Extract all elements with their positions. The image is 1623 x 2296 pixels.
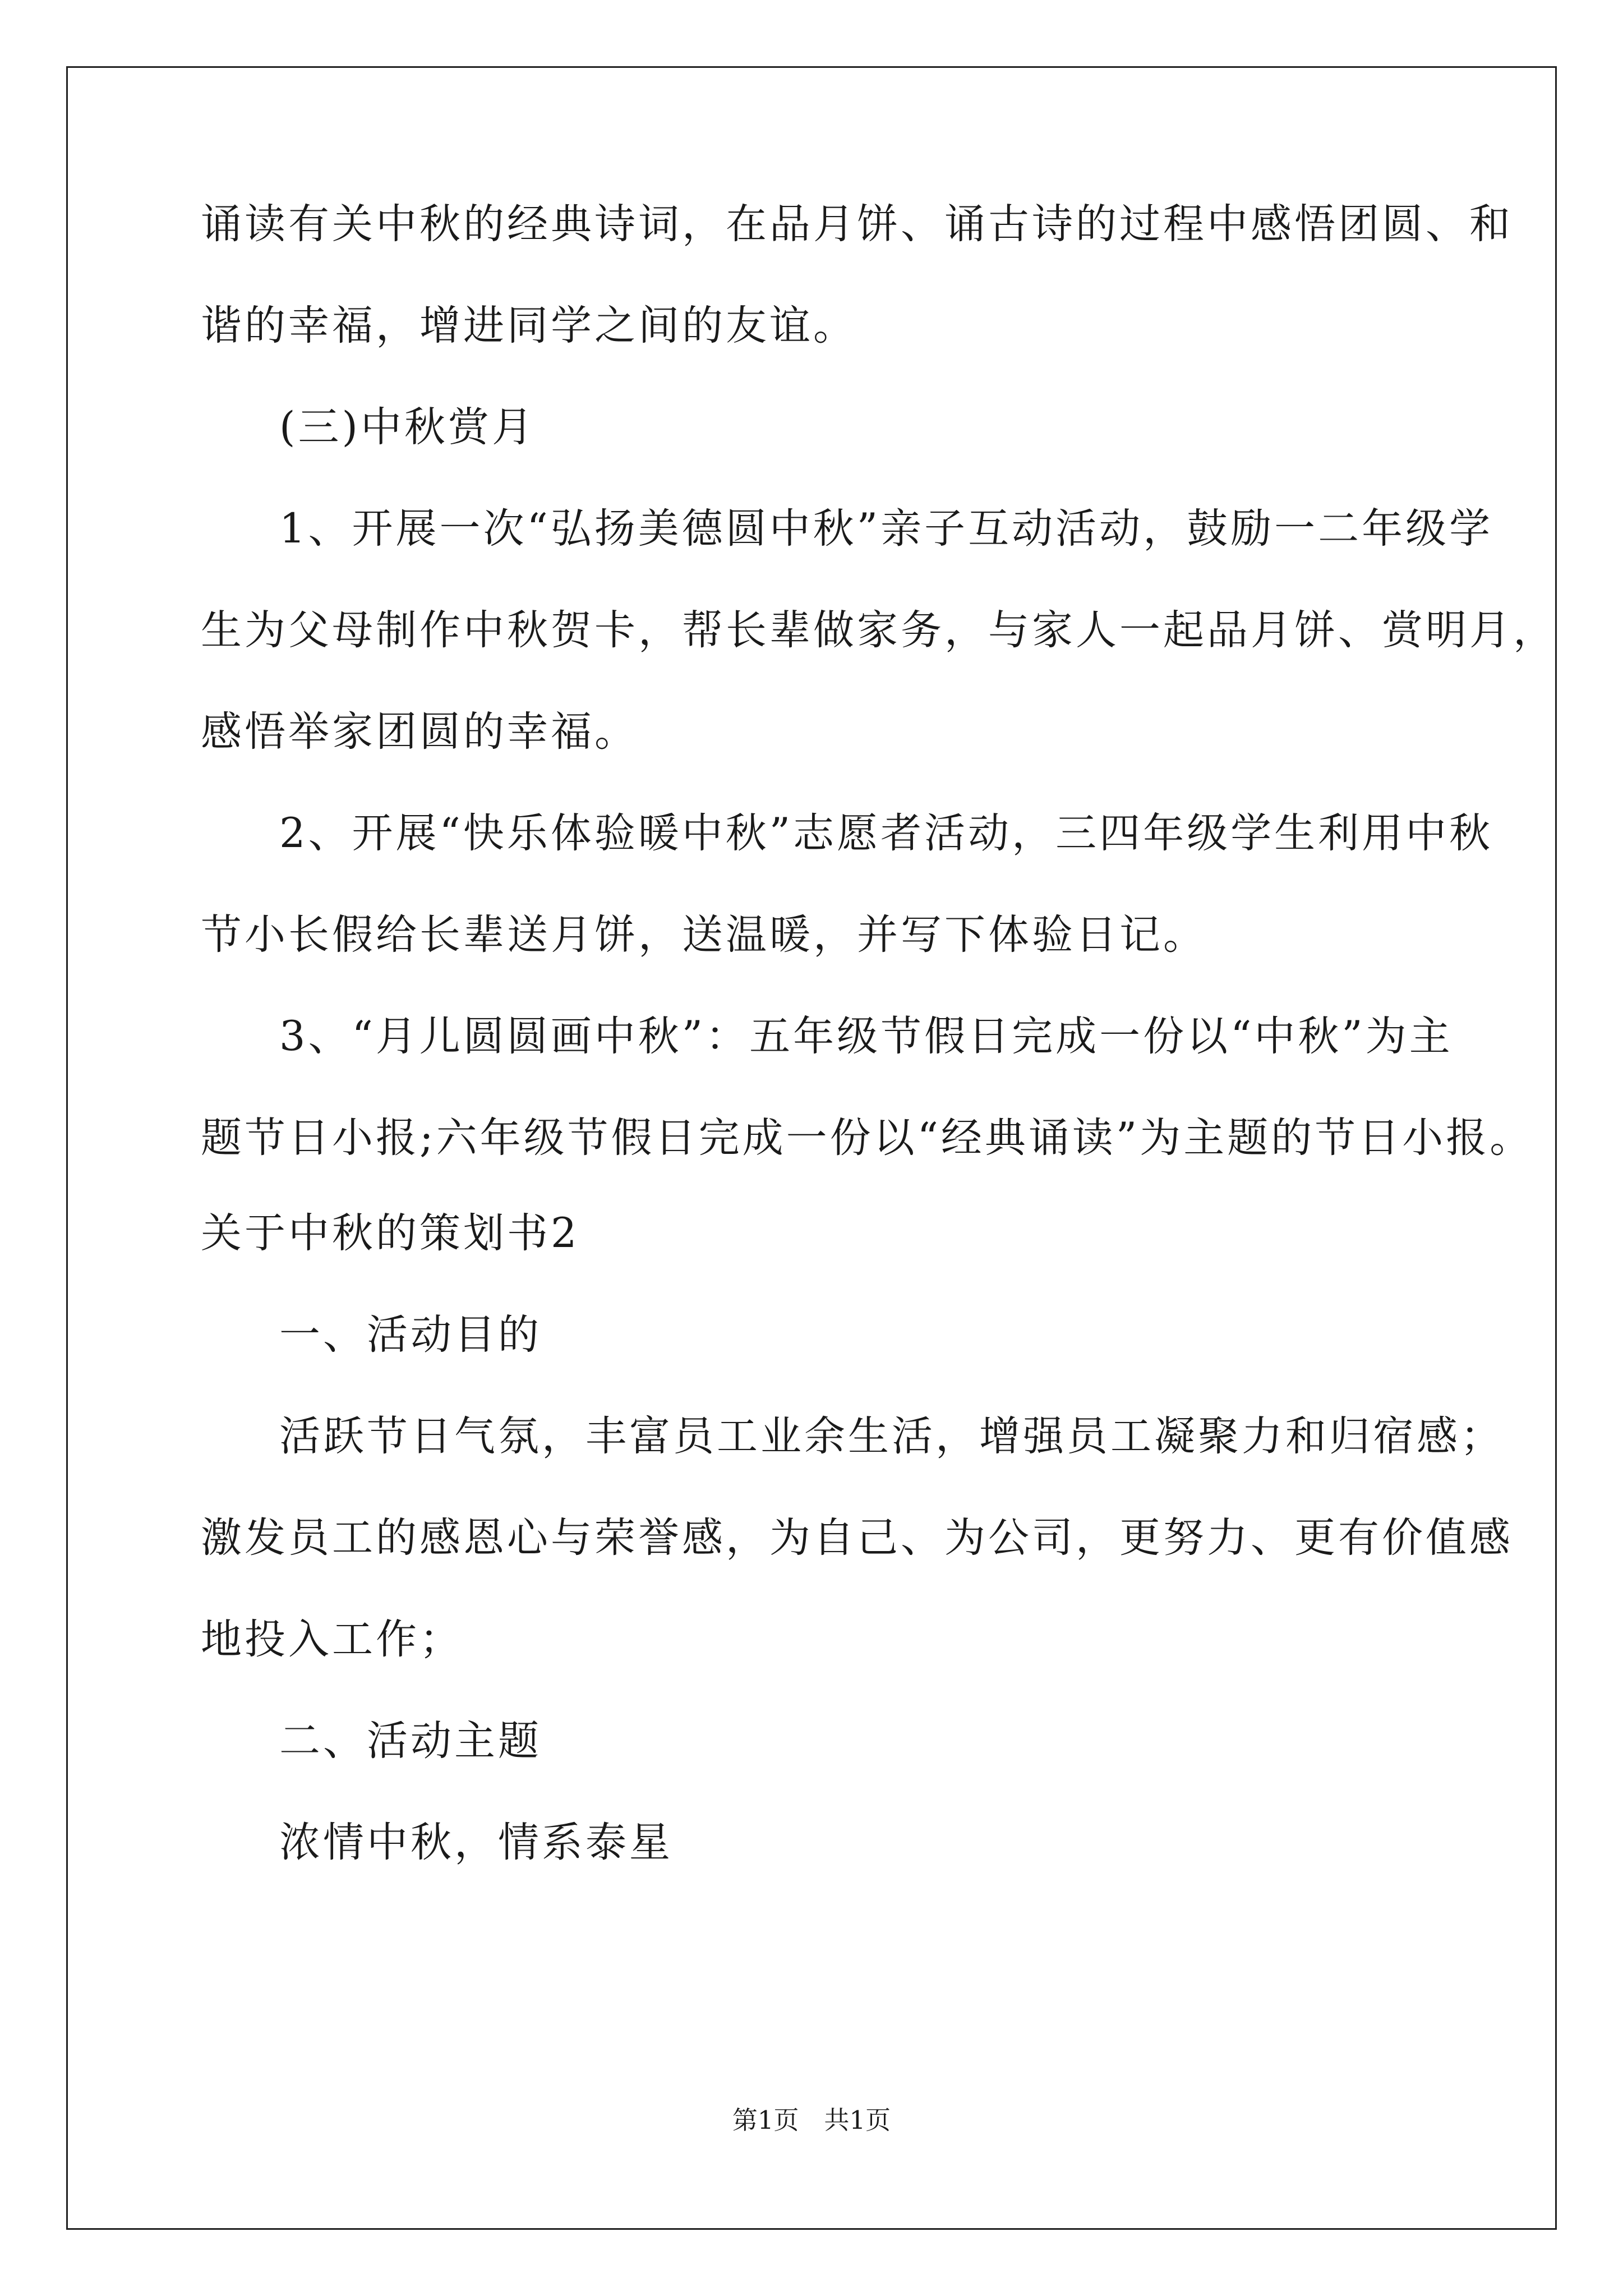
section-heading: (三)中秋赏月 <box>279 403 536 451</box>
document-body <box>201 196 1557 1871</box>
text-line: 地投入工作； <box>201 1616 463 1663</box>
text-line: 1、开展一次“弘扬美德圆中秋”亲子互动活动，鼓励一二年级学 <box>279 505 1493 553</box>
text-line: 节小长假给长辈送月饼，送温暖，并写下体验日记。 <box>201 911 1207 959</box>
text-line: 激发员工的感恩心与荣誉感，为自己、为公司，更努力、更有价值感 <box>201 1514 1513 1562</box>
page-number-footer: 第1页 共1页 <box>732 2105 891 2135</box>
text-line: 浓情中秋，情系泰星 <box>279 1819 673 1866</box>
text-line: 感悟举家团圆的幸福。 <box>201 708 638 756</box>
text-line: 生为父母制作中秋贺卡，帮长辈做家务，与家人一起品月饼、赏明月， <box>201 606 1557 654</box>
text-line: 活跃节日气氛，丰富员工业余生活，增强员工凝聚力和归宿感； <box>279 1412 1504 1460</box>
text-line: 题节日小报;六年级节假日完成一份以“经典诵读”为主题的节日小报。 <box>201 1114 1534 1162</box>
text-line: 诵读有关中秋的经典诗词，在品月饼、诵古诗的过程中感悟团圆、和 <box>201 200 1513 248</box>
text-line: 2、开展“快乐体验暖中秋”志愿者活动，三四年级学生利用中秋 <box>279 809 1493 857</box>
section-heading: 一、活动目的 <box>279 1311 542 1359</box>
section-heading: 二、活动主题 <box>279 1717 542 1765</box>
text-line: 谐的幸福，增进同学之间的友谊。 <box>201 302 857 349</box>
document-title: 关于中秋的策划书2 <box>201 1209 580 1257</box>
text-line: 3、“月儿圆圆画中秋”：五年级节假日完成一份以“中秋”为主 <box>279 1013 1453 1060</box>
